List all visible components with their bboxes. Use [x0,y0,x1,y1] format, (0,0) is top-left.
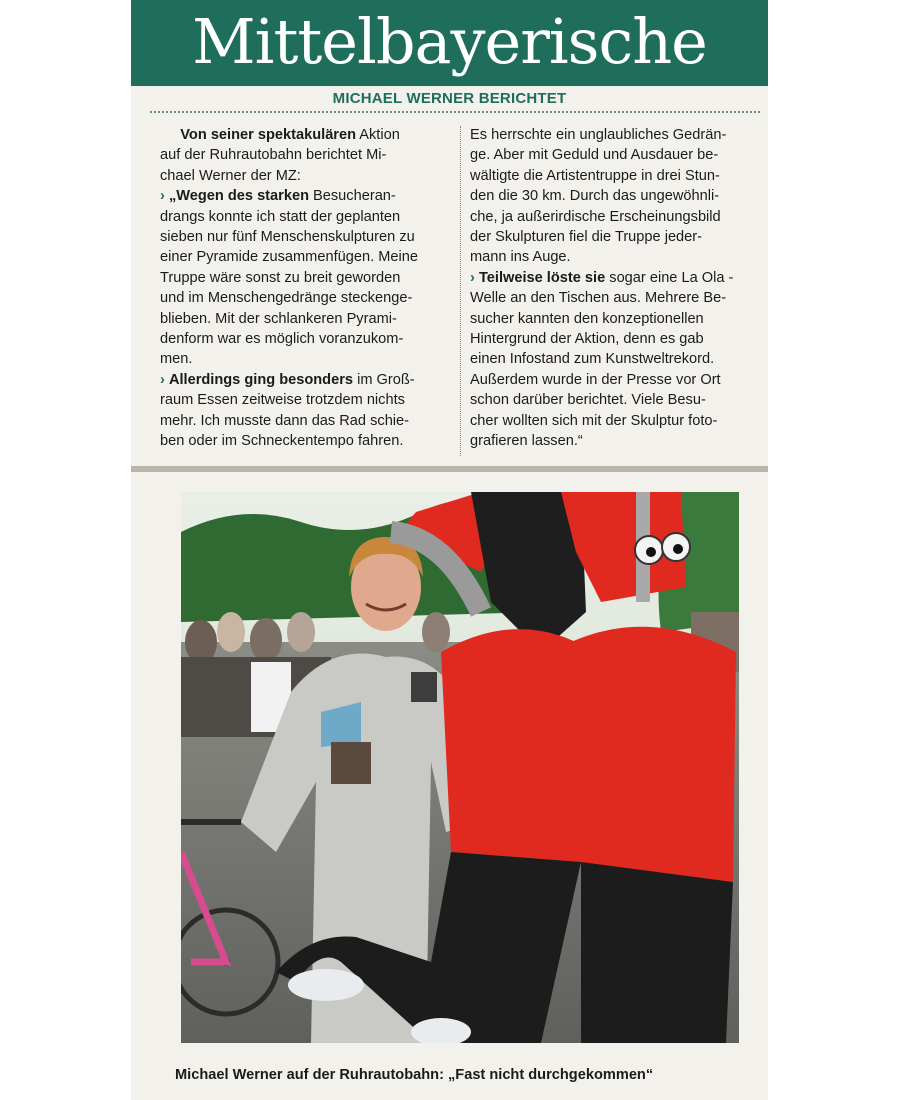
paragraph [160,186,450,370]
chevron-right-icon: › [160,188,165,205]
text-line: raum Essen zeitweise trotzdem nichts [160,392,405,409]
text-line: Es herrschte ein unglaubliches Gedrän- [470,127,727,143]
text-line: ben oder im Schneckentempo fahren. [160,433,404,450]
text-line: Truppe wäre sonst zu breit geworden [160,269,401,286]
text-line: im Groß- [353,371,415,388]
article-column-left [160,125,450,452]
paragraph [160,125,450,186]
text-line: auf der Ruhrautobahn berichtet Mi- [160,147,387,164]
lead-in: „Wegen des starken [168,188,309,205]
paragraph [160,370,450,452]
lead-in: Allerdings ging besonders [168,371,354,388]
text-line: chael Werner der MZ: [160,167,301,184]
text-line: schon darüber berichtet. Viele Besu- [470,392,706,409]
text-line: blieben. Mit der schlankeren Pyrami- [160,310,397,327]
paragraph [470,268,760,452]
section-separator [131,466,768,472]
paragraph [470,125,760,268]
chevron-right-icon: › [470,269,475,286]
text-line: sieben nur fünf Menschenskulpturen zu [160,229,415,246]
text-line: cher wollten sich mit der Skulptur foto- [470,412,718,429]
masthead-title: Mittelbayerische [192,5,707,78]
text-line: einen Infostand zum Kunstweltrekord. [470,351,715,368]
text-line: sogar eine La Ola - [605,269,734,286]
lead-in: Teilweise löste sie [478,269,606,286]
chevron-right-icon: › [160,371,165,388]
text-line: grafieren lassen.“ [470,433,583,450]
text-line: wältigte die Artistentruppe in drei Stun- [470,167,720,184]
text-line: mann ins Auge. [470,249,571,266]
text-line: der Skulpturen fiel die Truppe jeder- [470,229,703,246]
text-line: den die 30 km. Durch das ungewöhnli- [470,188,720,205]
text-line: Welle an den Tischen aus. Mehrere Be- [470,290,727,307]
column-divider [460,126,461,456]
text-line: Hintergrund der Aktion, denn es gab [470,331,704,348]
text-line: Aktion [356,127,400,143]
photo-caption: Michael Werner auf der Ruhrautobahn: „Fast nicht durchgekommen“ [175,1067,654,1083]
text-line: men. [160,351,193,368]
photo-illustration [181,492,739,1043]
text-line: und im Menschengedränge steckenge- [160,290,413,307]
text-line: che, ja außerirdische Erscheinungsbild [470,208,721,225]
event-photo [181,492,739,1043]
article-column-right [470,125,760,452]
text-line: Außerdem wurde in der Presse vor Ort [470,371,721,388]
masthead [131,0,768,86]
text-line: drangs konnte ich statt der geplanten [160,208,401,225]
text-line: ge. Aber mit Geduld und Ausdauer be- [470,147,719,164]
text-line: denform war es möglich voranzukom- [160,331,404,348]
text-line: sucher kannten den konzeptionellen [470,310,704,327]
lead-in: Von seiner spektakulären [180,127,357,143]
text-line: mehr. Ich musste dann das Rad schie- [160,412,410,429]
article-kicker: MICHAEL WERNER BERICHTET [332,90,567,107]
dotted-divider [150,111,760,113]
text-line: einer Pyramide zusammenfügen. Meine [160,249,418,266]
text-line: Besucheran- [308,188,396,205]
